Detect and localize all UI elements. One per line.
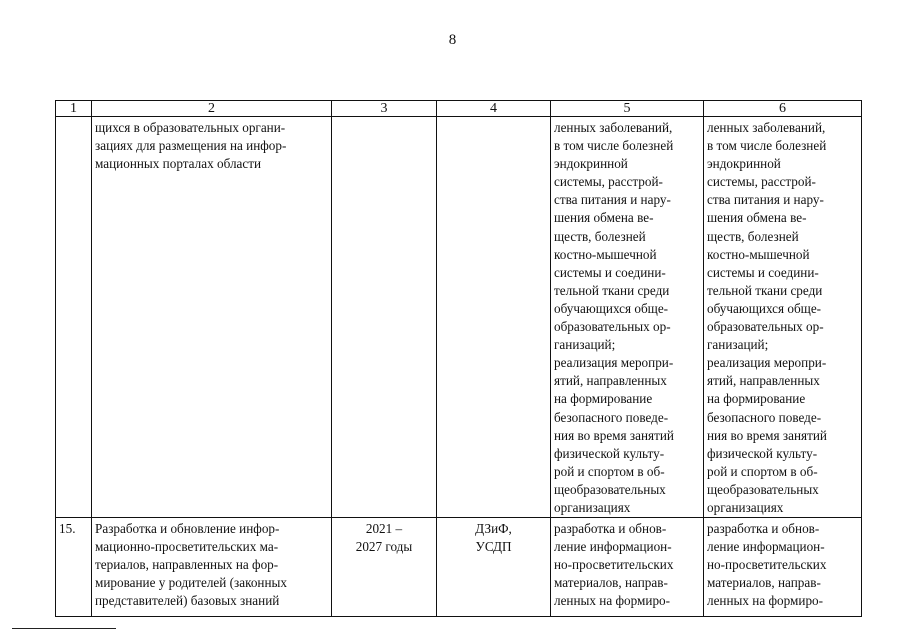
- text-line: костно-мышечной: [707, 246, 810, 262]
- text-line: ганизаций;: [707, 337, 769, 353]
- text-line: безопасного поведе-: [707, 409, 822, 425]
- text-line: ление информацион-: [707, 539, 825, 555]
- text-line: физической культу-: [707, 445, 818, 461]
- executor-cell: [437, 518, 551, 617]
- text-line: организациях: [554, 499, 631, 515]
- text-line: материалов, направ-: [554, 575, 668, 591]
- text-line: рой и спортом в об-: [707, 463, 818, 479]
- text-line: ства питания и нару-: [707, 192, 824, 208]
- text-line: образовательных ор-: [707, 319, 824, 335]
- text-line: на формирование: [707, 391, 806, 407]
- text-line: мирование у родителей (законных: [95, 575, 287, 591]
- text-line: системы и соедини-: [707, 264, 819, 280]
- text-line: ленных на формиро-: [707, 593, 824, 609]
- executor-cell: [437, 117, 551, 518]
- text-line: шения обмена ве-: [707, 210, 807, 226]
- header-col-4: 4: [437, 101, 551, 117]
- text-line: разработка и обнов-: [707, 521, 820, 537]
- text-line: зациях для размещения на инфор-: [95, 138, 287, 154]
- header-col-3: 3: [332, 101, 437, 117]
- text-line: шения обмена ве-: [554, 210, 654, 226]
- text-line: эндокринной: [554, 156, 628, 172]
- text-line: щеобразовательных: [554, 481, 666, 497]
- text-line: на формирование: [554, 391, 653, 407]
- table-header-row: [56, 101, 862, 117]
- header-col-5: 5: [551, 101, 704, 117]
- period-cell: [332, 117, 437, 518]
- text-line: но-просветительских: [707, 557, 827, 573]
- text-line: мационно-просветительских ма-: [95, 539, 279, 555]
- text-line: материалов, направ-: [707, 575, 821, 591]
- text-line: но-просветительских: [554, 557, 674, 573]
- text-line: эндокринной: [707, 156, 781, 172]
- header-col-6: 6: [704, 101, 862, 117]
- result-cell-alt: [704, 518, 862, 617]
- text-line: реализация меропри-: [707, 355, 827, 371]
- text-line: ленных заболеваний,: [707, 120, 826, 135]
- text-line: ДЗиФ,: [475, 521, 512, 537]
- page-number: 8: [448, 32, 457, 48]
- text-line: обучающихся обще-: [707, 300, 822, 316]
- text-line: щеобразовательных: [707, 481, 819, 497]
- text-line: костно-мышечной: [554, 246, 657, 262]
- text-line: Разработка и обновление инфор-: [95, 521, 280, 537]
- table-row: [56, 117, 862, 518]
- text-line: УСДП: [475, 539, 512, 555]
- measure-name-cell: [92, 518, 332, 617]
- text-line: тельной ткани среди: [554, 282, 670, 298]
- text-line: системы, расстрой-: [554, 174, 663, 190]
- result-cell-alt: [704, 117, 862, 518]
- measure-name-cell: [92, 117, 332, 518]
- row-number-cell: 15.: [56, 518, 92, 617]
- text-line: ятий, направленных: [554, 373, 667, 389]
- text-line: представителей) базовых знаний: [95, 593, 280, 609]
- text-line: обучающихся обще-: [554, 300, 669, 316]
- text-line: в том числе болезней: [554, 138, 674, 154]
- text-line: 2027 годы: [355, 539, 413, 555]
- result-cell: [551, 518, 704, 617]
- text-line: щихся в образовательных органи-: [95, 120, 286, 135]
- text-line: ния во время занятий: [707, 427, 827, 443]
- result-cell: [551, 117, 704, 518]
- text-line: ганизаций;: [554, 337, 616, 353]
- plan-table: [55, 100, 862, 617]
- header-col-2: 2: [92, 101, 332, 117]
- text-line: разработка и обнов-: [554, 521, 667, 537]
- text-line: организациях: [707, 499, 784, 515]
- text-line: рой и спортом в об-: [554, 463, 665, 479]
- text-line: образовательных ор-: [554, 319, 671, 335]
- table-row: [56, 518, 862, 617]
- text-line: безопасного поведе-: [554, 409, 669, 425]
- text-line: ния во время занятий: [554, 427, 674, 443]
- text-line: ществ, болезней: [707, 228, 799, 244]
- text-line: ленных на формиро-: [554, 593, 671, 609]
- footnote-divider: [12, 628, 116, 629]
- text-line: системы и соедини-: [554, 264, 666, 280]
- text-line: реализация меропри-: [554, 355, 674, 371]
- text-line: 2021 –: [365, 521, 403, 537]
- text-line: мационных порталах области: [95, 156, 262, 172]
- text-line: тельной ткани среди: [707, 282, 823, 298]
- text-line: ление информацион-: [554, 539, 672, 555]
- text-line: в том числе болезней: [707, 138, 827, 154]
- text-line: ществ, болезней: [554, 228, 646, 244]
- text-line: системы, расстрой-: [707, 174, 816, 190]
- period-cell: [332, 518, 437, 617]
- text-line: ства питания и нару-: [554, 192, 671, 208]
- text-line: ленных заболеваний,: [554, 120, 673, 135]
- header-col-1: 1: [56, 101, 92, 117]
- text-line: териалов, направленных на фор-: [95, 557, 279, 573]
- text-line: ятий, направленных: [707, 373, 820, 389]
- text-line: физической культу-: [554, 445, 665, 461]
- row-number-cell: [56, 117, 92, 518]
